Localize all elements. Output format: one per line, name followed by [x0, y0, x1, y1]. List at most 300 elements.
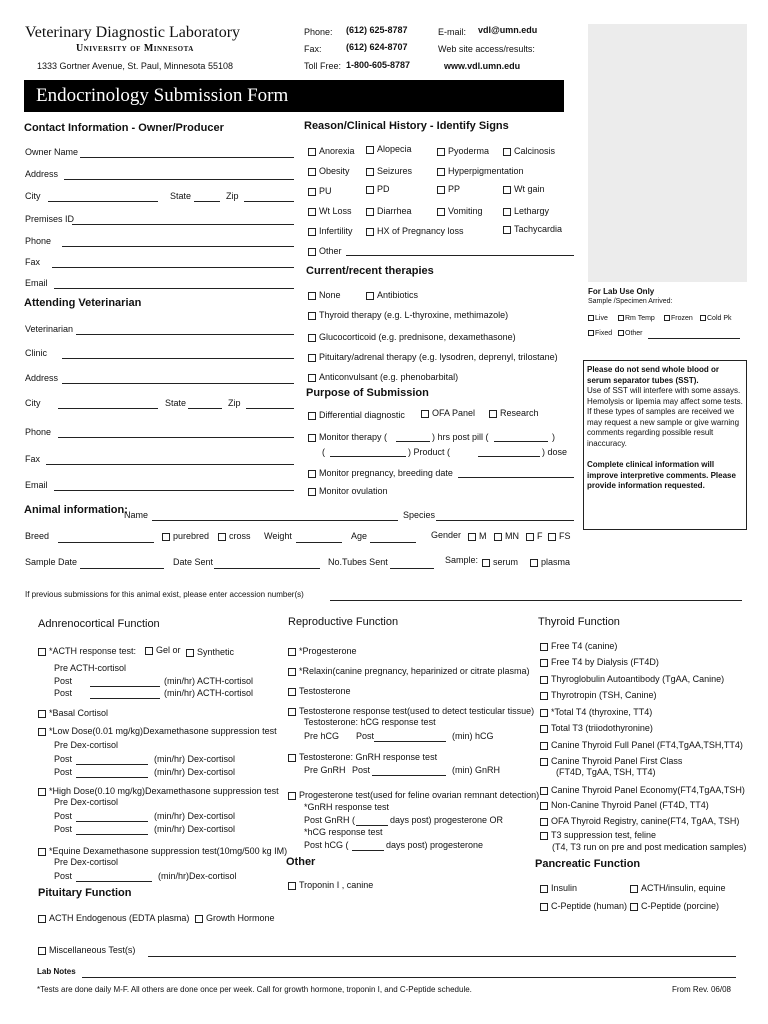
title-bar: [24, 80, 564, 112]
checkbox-icon: [38, 947, 46, 955]
labuse-other-field[interactable]: [648, 338, 740, 339]
weight-label: Weight: [264, 531, 292, 541]
post-hcg2-label: Post hCG (: [304, 840, 349, 850]
cb-hyperpig[interactable]: [437, 166, 524, 176]
cb-live[interactable]: [588, 315, 608, 322]
cb-tachy[interactable]: [503, 224, 562, 234]
thyroid-therapy-label: Thyroid therapy (e.g. L-thyroxine, methimazole): [319, 310, 509, 320]
vet-phone-label: Phone: [25, 427, 52, 437]
cb-prog-test[interactable]: [288, 790, 539, 800]
pituitary-therapy-label: Pituitary/adrenal therapy (e.g. lysodren, deprenyl, trilostane): [319, 352, 558, 362]
lab-notes-field[interactable]: [82, 977, 736, 978]
cb-f[interactable]: [526, 531, 543, 541]
monitor-hours-field[interactable]: [396, 441, 430, 442]
sample-type-label: Sample:: [445, 555, 479, 565]
alopecia-label: Alopecia: [377, 144, 412, 154]
cb-tgaa[interactable]: [540, 674, 724, 684]
cb-rmtemp[interactable]: [618, 315, 655, 322]
frozen-label: Frozen: [671, 315, 693, 322]
footer-rev: From Rev. 06/08: [672, 985, 731, 994]
checkbox-icon: [308, 148, 316, 156]
checkbox-icon: [308, 292, 316, 300]
university-name: University of Minnesota: [76, 43, 194, 54]
vomiting-label: Vomiting: [448, 206, 483, 216]
checkbox-icon: [366, 146, 374, 154]
cb-anticonv[interactable]: [308, 372, 458, 382]
owner-state-label: State: [170, 191, 192, 201]
checkbox-icon: [308, 488, 316, 496]
checkbox-icon: [588, 315, 594, 321]
hyperpig-label: Hyperpigmentation: [448, 166, 524, 176]
cpep-human-label: C-Peptide (human): [551, 901, 628, 911]
cb-t3supp[interactable]: [540, 830, 656, 840]
weight-field[interactable]: [296, 542, 342, 543]
cb-infertility[interactable]: [308, 226, 353, 236]
min-gnrh-label: (min) GnRH: [452, 765, 501, 775]
checkbox-icon: [288, 648, 296, 656]
vet-phone-field[interactable]: [58, 437, 294, 438]
cb-labuse-other[interactable]: [618, 330, 643, 337]
post-dex-3-field[interactable]: [76, 881, 152, 882]
cb-t4[interactable]: [540, 641, 617, 651]
lab-notes-label: Lab Notes: [37, 967, 76, 976]
pre-dex-2-label: Pre Dex-cortisol: [54, 797, 119, 807]
vet-email-field[interactable]: [54, 490, 294, 491]
checkbox-icon: [308, 412, 316, 420]
cb-none[interactable]: [308, 290, 341, 300]
post-dex-1b-field[interactable]: [76, 777, 148, 778]
post-hcg-field[interactable]: [374, 741, 446, 742]
cb-anorexia[interactable]: [308, 146, 355, 156]
lethargy-label: Lethargy: [514, 206, 550, 216]
testo-resp-label: Testosterone response test(used to detect testicular tissue): [299, 706, 535, 716]
post-acth-2-field[interactable]: [90, 698, 160, 699]
form-title: Endocrinology Submission Form: [36, 85, 289, 106]
pre-dex-3-label: Pre Dex-cortisol: [54, 857, 119, 867]
owner-zip-field[interactable]: [244, 201, 294, 202]
labuse-other-label: Other: [625, 330, 643, 337]
tollfree-label: Toll Free:: [304, 61, 342, 71]
vet-zip-field[interactable]: [246, 408, 294, 409]
cb-highdose[interactable]: [38, 786, 279, 796]
post-dex-2a-field[interactable]: [76, 821, 148, 822]
breed-field[interactable]: [58, 542, 154, 543]
owner-email-field[interactable]: [54, 288, 294, 289]
cb-growth[interactable]: [195, 913, 275, 923]
dose-label: ) dose: [542, 447, 568, 457]
tubes-label: No.Tubes Sent: [328, 557, 388, 567]
animal-name-field[interactable]: [152, 520, 398, 521]
checkbox-icon: [664, 315, 670, 321]
cb-antibiotics[interactable]: [366, 290, 418, 300]
owner-address-field[interactable]: [64, 179, 294, 180]
gnrh-resp-label: Testosterone: GnRH response test: [299, 752, 438, 762]
cb-cross[interactable]: [218, 531, 251, 541]
age-label: Age: [351, 531, 368, 541]
species-field[interactable]: [436, 520, 574, 521]
checkbox-icon: [540, 802, 548, 810]
cb-m[interactable]: [468, 531, 487, 541]
age-field[interactable]: [370, 542, 416, 543]
days-post-label: days post) progesterone: [386, 840, 484, 850]
vet-city-field[interactable]: [58, 408, 158, 409]
vet-address-label: Address: [25, 373, 59, 383]
cb-pd[interactable]: [366, 184, 390, 194]
ofa-label: OFA Panel: [432, 408, 476, 418]
labuse-arrived: Sample /Specimen Arrived:: [588, 298, 673, 305]
checkbox-icon: [700, 315, 706, 321]
antibiotics-label: Antibiotics: [377, 290, 419, 300]
cb-frozen[interactable]: [664, 315, 693, 322]
cb-research[interactable]: [489, 408, 539, 418]
owner-fax-field[interactable]: [52, 267, 294, 268]
checkbox-icon: [421, 410, 429, 418]
cb-misc[interactable]: [38, 945, 135, 955]
species-label: Species: [403, 510, 436, 520]
post-gnrh2-field[interactable]: [356, 825, 388, 826]
sample-date-field[interactable]: [80, 568, 164, 569]
growth-label: Growth Hormone: [206, 913, 275, 923]
misc-field[interactable]: [148, 956, 736, 957]
checkbox-icon: [195, 915, 203, 923]
prog-test-label: Progesterone test(used for feline ovarian remnant detection): [299, 790, 540, 800]
plasma-label: plasma: [541, 557, 571, 567]
checkbox-icon: [308, 188, 316, 196]
vet-city-label: City: [25, 398, 41, 408]
synthetic-label: Synthetic: [197, 647, 235, 657]
post-hcg2-field[interactable]: [352, 850, 384, 851]
post-acth-1-label: Post: [54, 676, 73, 686]
minhr-acth-1: (min/hr) ACTH-cortisol: [164, 676, 254, 686]
cb-synthetic[interactable]: [186, 647, 234, 657]
anticonv-label: Anticonvulsant (e.g. phenobarbital): [319, 372, 459, 382]
date-sent-field[interactable]: [214, 568, 320, 569]
vet-fax-label: Fax: [25, 454, 41, 464]
post-acth-1-field[interactable]: [90, 686, 160, 687]
checkbox-icon: [540, 787, 548, 795]
breeding-date-field[interactable]: [458, 477, 574, 478]
cb-acth-endo[interactable]: [38, 913, 189, 923]
premises-field[interactable]: [72, 224, 294, 225]
cb-fixed[interactable]: [588, 330, 612, 337]
vet-address-field[interactable]: [62, 383, 294, 384]
cb-cpep-porcine[interactable]: [630, 901, 719, 911]
pre-gnrh-label: Pre GnRH: [304, 765, 346, 775]
minhr-dex-2a: (min/hr) Dex-cortisol: [154, 811, 236, 821]
checkbox-icon: [288, 688, 296, 696]
checkbox-icon: [540, 659, 548, 667]
cb-relaxin[interactable]: [288, 666, 529, 676]
cb-basal[interactable]: [38, 708, 108, 718]
cb-acth-insulin[interactable]: [630, 883, 726, 893]
checkbox-icon: [366, 186, 374, 194]
hrs-post-label: ) hrs post pill (: [432, 432, 489, 442]
contact-heading: Contact Information - Owner/Producer: [24, 122, 224, 134]
cb-seizures[interactable]: [366, 166, 412, 176]
owner-city-label: City: [25, 191, 41, 201]
hxpreg-label: HX of Pregnancy loss: [377, 226, 464, 236]
cb-gluco[interactable]: [308, 332, 516, 342]
checkbox-icon: [503, 186, 511, 194]
tollfree-value: 1-800-605-8787: [346, 60, 411, 70]
post-dex-1a-field[interactable]: [76, 764, 148, 765]
cb-noncanine[interactable]: [540, 800, 709, 810]
troponin-label: Troponin I , canine: [299, 880, 374, 890]
open-paren-product: (: [322, 447, 325, 457]
reason-heading: Reason/Clinical History - Identify Signs: [304, 120, 509, 132]
pre-acth-label: Pre ACTH-cortisol: [54, 663, 127, 673]
checkbox-icon: [540, 885, 548, 893]
mn-label: MN: [505, 531, 519, 541]
cb-testosterone[interactable]: [288, 686, 351, 696]
owner-phone-field[interactable]: [62, 246, 294, 247]
cb-purebred[interactable]: [162, 531, 209, 541]
checkbox-icon: [162, 533, 170, 541]
insulin-label: Insulin: [551, 883, 578, 893]
adreno-heading: Adnrenocortical Function: [38, 618, 160, 630]
animal-heading: Animal information:: [24, 504, 128, 516]
acth-label: *ACTH response test:: [49, 646, 137, 656]
wtloss-label: Wt Loss: [319, 206, 352, 216]
checkbox-icon: [366, 208, 374, 216]
checkbox-icon: [38, 915, 46, 923]
cb-pyoderma[interactable]: [437, 146, 489, 156]
misc-label: Miscellaneous Test(s): [49, 945, 136, 955]
cb-coldpk[interactable]: [700, 315, 732, 322]
checkbox-icon: [437, 168, 445, 176]
cb-equine[interactable]: [38, 846, 287, 856]
pd-label: PD: [377, 184, 390, 194]
monitor-preg-label: Monitor pregnancy, breeding date: [319, 468, 453, 478]
anorexia-label: Anorexia: [319, 146, 355, 156]
post-dex-2b-field[interactable]: [76, 834, 148, 835]
checkbox-icon: [308, 228, 316, 236]
cb-gel[interactable]: [145, 645, 181, 655]
clinic-field[interactable]: [62, 358, 294, 359]
vet-name-field[interactable]: [76, 334, 294, 335]
checkbox-icon: [288, 882, 296, 890]
phone-value: (612) 625-8787: [346, 25, 408, 35]
cb-progesterone[interactable]: [288, 646, 357, 656]
checkbox-icon: [308, 434, 316, 442]
lab-address: 1333 Gortner Avenue, St. Paul, Minnesota 55108: [37, 61, 233, 71]
vet-name-label: Veterinarian: [25, 324, 74, 334]
first-class-sub: (FT4D, TgAA, TSH, TT4): [556, 767, 656, 777]
t3supp-sub: (T4, T3 run on pre and post medication samples): [552, 842, 747, 852]
cb-diff[interactable]: [308, 410, 405, 420]
checkbox-icon: [540, 818, 548, 826]
cpep-porcine-label: C-Peptide (porcine): [641, 901, 720, 911]
post-dex-3-label: Post: [54, 871, 73, 881]
m-label: M: [479, 531, 487, 541]
checkbox-icon: [308, 470, 316, 478]
checkbox-icon: [540, 903, 548, 911]
t4-label: Free T4 (canine): [551, 641, 618, 651]
progesterone-label: *Progesterone: [299, 646, 357, 656]
checkbox-icon: [186, 649, 194, 657]
calcinosis-label: Calcinosis: [514, 146, 556, 156]
testosterone-label: Testosterone: [299, 686, 351, 696]
owner-city-field[interactable]: [48, 201, 158, 202]
cb-cpep-human[interactable]: [540, 901, 627, 911]
hcg-resp2-label: *hCG response test: [304, 827, 383, 837]
fax-value: (612) 624-8707: [346, 42, 408, 52]
minhr-dex-2b: (min/hr) Dex-cortisol: [154, 824, 236, 834]
checkbox-icon: [630, 903, 638, 911]
checkbox-icon: [489, 410, 497, 418]
pre-dex-1-label: Pre Dex-cortisol: [54, 740, 119, 750]
checkbox-icon: [38, 710, 46, 718]
cb-lowdose[interactable]: [38, 726, 277, 736]
product-pre-field[interactable]: [330, 456, 406, 457]
pre-hcg-label: Pre hCG: [304, 731, 340, 741]
monitor-ovul-label: Monitor ovulation: [319, 486, 388, 496]
vet-fax-field[interactable]: [46, 464, 294, 465]
owner-address-label: Address: [25, 169, 59, 179]
post-pill-field[interactable]: [494, 441, 548, 442]
cb-tt3[interactable]: [540, 723, 653, 733]
cb-mn[interactable]: [494, 531, 519, 541]
checkbox-icon: [503, 208, 511, 216]
other-sign-field[interactable]: [346, 255, 574, 256]
owner-name-label: Owner Name: [25, 147, 79, 157]
cb-first-class[interactable]: [540, 756, 682, 766]
checkbox-icon: [288, 708, 296, 716]
product-field[interactable]: [478, 456, 540, 457]
cb-testo-resp[interactable]: [288, 706, 534, 716]
cb-plasma[interactable]: [530, 557, 570, 567]
post-dex-1a-label: Post: [54, 754, 73, 764]
full-panel-label: Canine Thyroid Full Panel (FT4,TgAA,TSH,TT4): [551, 740, 743, 750]
cb-thyroid-therapy[interactable]: [308, 310, 508, 320]
cb-insulin[interactable]: [540, 883, 577, 893]
research-label: Research: [500, 408, 539, 418]
owner-state-field[interactable]: [194, 201, 220, 202]
footer-note: *Tests are done daily M-F. All others are done once per week. Call for growth hormone, troponin I, and C-Peptide schedule.: [37, 985, 472, 994]
tgaa-label: Thyroglobulin Autoantibody (TgAA, Canine): [551, 674, 725, 684]
previous-field[interactable]: [330, 600, 742, 601]
cb-pu[interactable]: [308, 186, 332, 196]
checkbox-icon: [38, 648, 46, 656]
checkbox-icon: [437, 148, 445, 156]
post-gnrh-field[interactable]: [372, 775, 446, 776]
cb-monitor-ovul[interactable]: [308, 486, 388, 496]
checkbox-icon: [288, 754, 296, 762]
cb-economy[interactable]: [540, 785, 745, 795]
cb-wtloss[interactable]: [308, 206, 352, 216]
cb-pituitary-therapy[interactable]: [308, 352, 558, 362]
cb-tsh[interactable]: [540, 690, 657, 700]
premises-label: Premises ID: [25, 214, 75, 224]
pancreatic-heading: Pancreatic Function: [535, 858, 641, 870]
tt3-label: Total T3 (triiodothyronine): [551, 723, 653, 733]
close-paren-1: ): [552, 432, 555, 442]
checkbox-icon: [366, 168, 374, 176]
seizures-label: Seizures: [377, 166, 413, 176]
post-gnrh-label: Post: [352, 765, 371, 775]
cb-obesity[interactable]: [308, 166, 350, 176]
cb-monitor-therapy[interactable]: [308, 432, 387, 442]
cb-wtgain[interactable]: [503, 184, 545, 194]
lab-name: Veterinary Diagnostic Laboratory: [25, 24, 241, 41]
checkbox-icon: [437, 208, 445, 216]
post-gnrh2-label: Post GnRH (: [304, 815, 356, 825]
cb-vomiting[interactable]: [437, 206, 483, 216]
thyroid-heading: Thyroid Function: [538, 616, 620, 628]
economy-label: Canine Thyroid Panel Economy(FT4,TgAA,TSH): [551, 785, 745, 795]
owner-fax-label: Fax: [25, 257, 41, 267]
pituitary-heading: Pituitary Function: [38, 887, 132, 899]
cb-calcinosis[interactable]: [503, 146, 555, 156]
checkbox-icon: [218, 533, 226, 541]
min-hcg-label: (min) hCG: [452, 731, 494, 741]
web-value: www.vdl.umn.edu: [444, 61, 521, 71]
cb-gnrh-resp[interactable]: [288, 752, 437, 762]
checkbox-icon: [308, 312, 316, 320]
checkbox-icon: [38, 728, 46, 736]
cb-troponin[interactable]: [288, 880, 373, 890]
diarrhea-label: Diarrhea: [377, 206, 412, 216]
owner-name-field[interactable]: [80, 157, 294, 158]
minhr-acth-2: (min/hr) ACTH-cortisol: [164, 688, 254, 698]
checkbox-icon: [530, 559, 538, 567]
first-class-label: Canine Thyroid Panel First Class: [551, 756, 683, 766]
cb-other-sign[interactable]: [308, 246, 342, 256]
cb-hxpreg[interactable]: [366, 226, 464, 236]
cb-full-panel[interactable]: [540, 740, 743, 750]
checkbox-icon: [503, 226, 511, 234]
basal-label: *Basal Cortisol: [49, 708, 109, 718]
acth-endo-label: ACTH Endogenous (EDTA plasma): [49, 913, 190, 923]
minhr-dex-1a: (min/hr) Dex-cortisol: [154, 754, 236, 764]
vet-zip-label: Zip: [228, 398, 241, 408]
checkbox-icon: [540, 725, 548, 733]
cb-tt4[interactable]: [540, 707, 652, 717]
diff-label: Differential diagnostic: [319, 410, 405, 420]
checkbox-icon: [366, 292, 374, 300]
checkbox-icon: [630, 885, 638, 893]
cb-ofa-thyroid[interactable]: [540, 816, 739, 826]
monitor-therapy-label: Monitor therapy (: [319, 432, 388, 442]
checkbox-icon: [308, 334, 316, 342]
tachy-label: Tachycardia: [514, 224, 563, 234]
checkbox-icon: [494, 533, 502, 541]
cb-diarrhea[interactable]: [366, 206, 412, 216]
cb-t4d[interactable]: [540, 657, 659, 667]
cb-lethargy[interactable]: [503, 206, 549, 216]
cb-pp[interactable]: [437, 184, 460, 194]
cb-ofa[interactable]: [421, 408, 475, 418]
vet-state-field[interactable]: [188, 408, 222, 409]
cb-fs[interactable]: [548, 531, 571, 541]
therapies-heading: Current/recent therapies: [306, 265, 434, 277]
post-acth-2-label: Post: [54, 688, 73, 698]
cb-serum[interactable]: [482, 557, 518, 567]
tubes-field[interactable]: [390, 568, 434, 569]
vet-state-label: State: [165, 398, 187, 408]
checkbox-icon: [503, 148, 511, 156]
checkbox-icon: [618, 330, 624, 336]
cb-monitor-preg[interactable]: [308, 468, 453, 478]
checkbox-icon: [308, 248, 316, 256]
breed-label: Breed: [25, 531, 50, 541]
web-label: Web site access/results:: [438, 44, 535, 54]
pu-label: PU: [319, 186, 332, 196]
cb-acth[interactable]: [38, 646, 136, 656]
sample-date-label: Sample Date: [25, 557, 78, 567]
cb-alopecia[interactable]: [366, 144, 412, 154]
date-sent-label: Date Sent: [173, 557, 214, 567]
